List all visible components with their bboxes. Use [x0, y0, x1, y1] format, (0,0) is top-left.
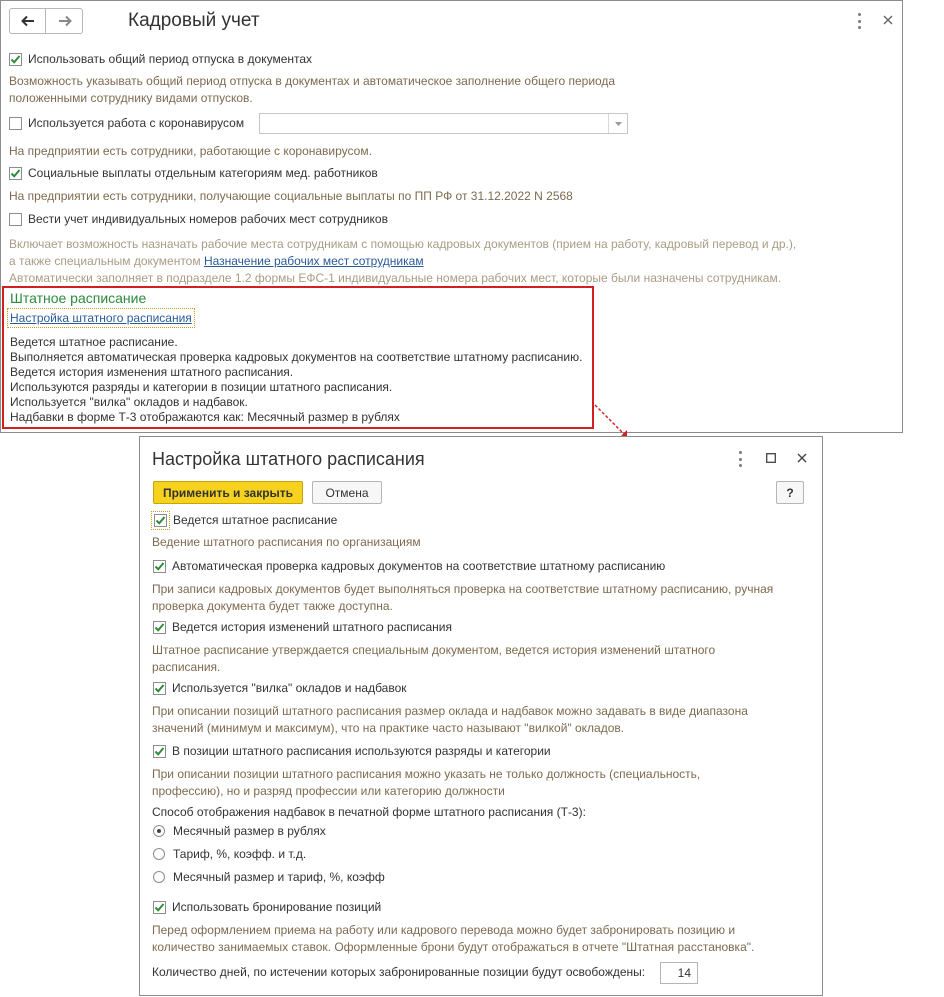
checkbox[interactable] [153, 901, 166, 914]
checkmark-icon [154, 683, 165, 694]
radio-label: Месячный размер в рублях [173, 824, 326, 838]
workplace-numbers-checkbox-row[interactable] [9, 212, 388, 226]
checkbox-label: В позиции штатного расписания используются разряды и категории [172, 744, 551, 758]
help-button[interactable]: ? [776, 481, 804, 504]
release-days-input[interactable]: 14 [660, 962, 698, 984]
arrow-right-icon [58, 15, 72, 27]
common-vacation-checkbox-row[interactable] [9, 52, 312, 66]
back-button[interactable] [10, 9, 46, 33]
booking-checkbox-row[interactable] [153, 900, 381, 914]
radio-button[interactable] [153, 871, 165, 883]
option-hint: Ведение штатного расписания по организациям [152, 535, 421, 549]
checkbox-label: Вести учет индивидуальных номеров рабочих мест сотрудников [28, 212, 388, 226]
checkbox[interactable] [153, 621, 166, 634]
display-option-monthly-rub[interactable] [153, 824, 326, 838]
arrow-left-icon [21, 15, 35, 27]
radio-label: Месячный размер и тариф, %, коэфф [173, 870, 385, 884]
checkbox-label: Социальные выплаты отдельным категориям мед. работников [28, 166, 378, 180]
highlight-box [2, 286, 594, 429]
staffing-settings-link[interactable]: Настройка штатного расписания [10, 311, 192, 325]
staffing-summary-line: Ведется штатное расписание. [10, 335, 178, 349]
radio-label: Тариф, %, коэфф. и т.д. [173, 847, 307, 861]
staffing-enabled-checkbox-row[interactable] [153, 513, 337, 527]
cancel-button[interactable]: Отмена [312, 481, 382, 504]
more-actions-icon[interactable] [737, 451, 743, 467]
release-days-label: Количество дней, по истечении которых забронированные позиции будут освобождены: [152, 965, 646, 979]
checkbox[interactable] [153, 745, 166, 758]
connector-arrow-icon [594, 404, 630, 440]
checkbox-label: Ведется история изменений штатного расписания [172, 620, 452, 634]
staffing-summary-line: Используются разряды и категории в позиции штатного расписания. [10, 380, 393, 394]
forward-button[interactable] [47, 9, 83, 33]
dropdown-button[interactable] [608, 114, 627, 133]
dialog-title: Настройка штатного расписания [152, 449, 425, 469]
option-hint: Перед оформлением приема на работу или кадрового перевода можно будет забронировать позицию и количество занимаемых ставок. Оформленные брони будут отображаться в отчете "Штатная расстановка". [152, 923, 755, 954]
checkbox[interactable] [153, 682, 166, 695]
option-hint: При описании позиций штатного расписания размер оклада и надбавок можно задавать в виде диапазона значений (минимум и максимум), что на практике часто называют "вилкой" окладов. [152, 704, 748, 735]
option-hint: На предприятии есть сотрудники, работающие с коронавирусом. [9, 144, 372, 158]
option-hint: При описании позиции штатного расписания можно указать не только должность (специальность, профессию), но и разряд профессии или категорию должности [152, 767, 701, 798]
staffing-summary-line: Используется "вилка" окладов и надбавок. [10, 395, 248, 409]
grades-checkbox-row[interactable] [153, 744, 551, 758]
checkbox[interactable] [153, 560, 166, 573]
chevron-down-icon [615, 122, 622, 126]
more-actions-icon[interactable] [856, 13, 862, 29]
display-option-monthly-and-tariff[interactable] [153, 870, 385, 884]
staffing-settings-dialog [139, 436, 823, 996]
radio-button[interactable] [153, 848, 165, 860]
checkbox[interactable] [9, 53, 22, 66]
checkbox-label: Использовать бронирование позиций [172, 900, 382, 914]
option-hint: Штатное расписание утверждается специальным документом, ведется история изменений штатного расписания. [152, 643, 716, 674]
checkbox[interactable] [154, 514, 167, 527]
close-icon[interactable] [882, 14, 894, 26]
social-payments-checkbox-row[interactable] [9, 166, 378, 180]
checkmark-icon [10, 168, 21, 179]
staffing-summary-line: Выполняется автоматическая проверка кадровых документов на соответствие штатному расписанию. [10, 350, 583, 364]
staffing-summary-line: Ведется история изменения штатного расписания. [10, 365, 294, 379]
option-hint: На предприятии есть сотрудники, получающие социальные выплаты по ПП РФ от 31.12.2022 N 2568 [9, 189, 573, 203]
display-mode-label: Способ отображения надбавок в печатной форме штатного расписания (Т-3): [152, 805, 586, 819]
document-check-checkbox-row[interactable] [153, 559, 665, 573]
checkbox-label: Автоматическая проверка кадровых документов на соответствие штатному расписанию [172, 559, 666, 573]
checkbox[interactable] [9, 167, 22, 180]
checkbox-label: Используется "вилка" окладов и надбавок [172, 681, 407, 695]
checkbox-label: Использовать общий период отпуска в документах [28, 52, 313, 66]
coronavirus-select[interactable] [259, 113, 628, 134]
close-icon[interactable] [796, 452, 808, 464]
option-hint: Включает возможность назначать рабочие места сотрудникам с помощью кадровых документов (прием на работу, кадровый перевод и др.), а также специальным документом Назначение рабочих мест сотрудникам Автоматически заполняет в подразделе 1.2 формы ЕФС-1 индивидуальные номера рабочих мест, которые были назначены сотрудникам. [9, 237, 797, 285]
history-checkbox-row[interactable] [153, 620, 452, 634]
checkbox[interactable] [9, 213, 22, 226]
display-option-tariff[interactable] [153, 847, 306, 861]
staffing-section-title: Штатное расписание [10, 290, 147, 306]
window-title: Кадровый учет [128, 10, 260, 31]
checkmark-icon [154, 902, 165, 913]
checkbox[interactable] [9, 117, 22, 130]
apply-and-close-button[interactable]: Применить и закрыть [153, 481, 303, 504]
checkbox-label: Ведется штатное расписание [173, 513, 338, 527]
checkmark-icon [155, 515, 166, 526]
coronavirus-checkbox-row[interactable] [9, 116, 244, 130]
option-hint: При записи кадровых документов будет выполняться проверка на соответствие штатному расписанию, ручная проверка документа будет также доступна. [152, 582, 774, 613]
radio-button[interactable] [153, 825, 165, 837]
maximize-icon[interactable] [766, 453, 776, 463]
checkmark-icon [154, 561, 165, 572]
navigation-buttons [9, 8, 83, 34]
option-hint: Возможность указывать общий период отпуска в документах и автоматическое заполнение общего периода положенными сотруднику видами отпусков. [9, 74, 616, 105]
checkmark-icon [10, 54, 21, 65]
workplace-assignment-link[interactable]: Назначение рабочих мест сотрудникам [203, 254, 424, 268]
salary-fork-checkbox-row[interactable] [153, 681, 407, 695]
checkmark-icon [154, 622, 165, 633]
checkbox-label: Используется работа с коронавирусом [28, 116, 245, 130]
staffing-summary-line: Надбавки в форме Т-3 отображаются как: Месячный размер в рублях [10, 410, 400, 424]
checkmark-icon [154, 746, 165, 757]
